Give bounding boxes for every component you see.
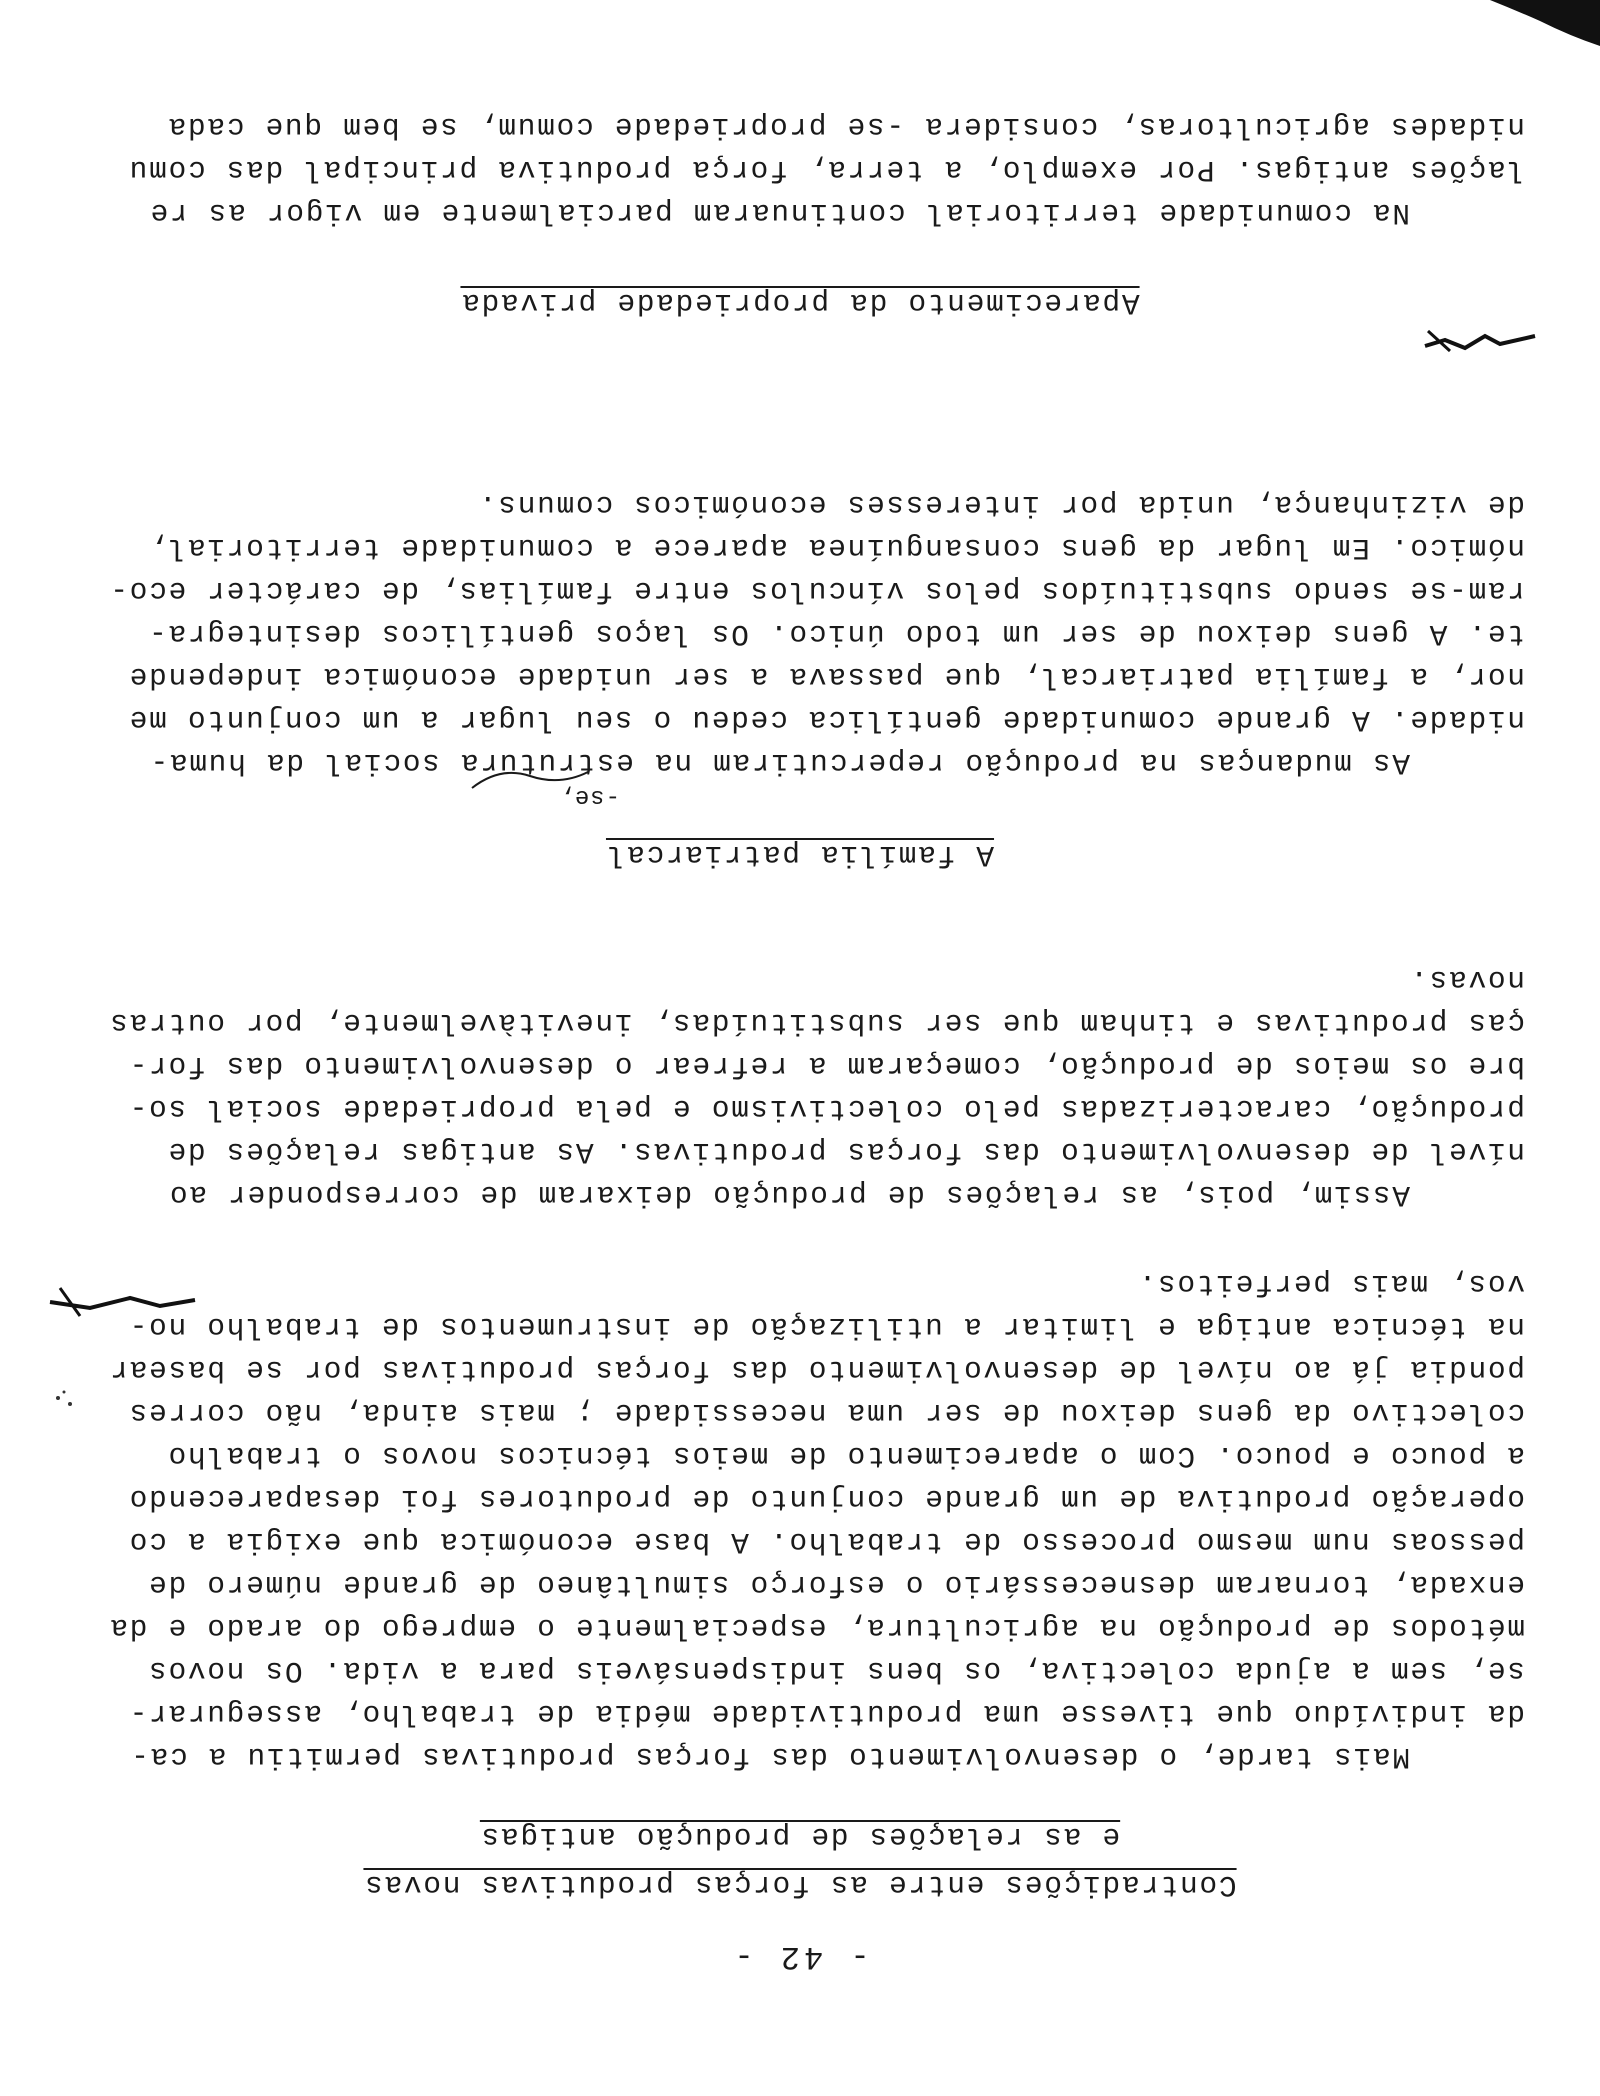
- paragraph-3: [65, 483, 1525, 784]
- text-line: nível de desenvolvimento das forças produtivas. As antigas relações de: [166, 1135, 1525, 1169]
- text-line: produção, caracterizadas pelo colectivismo e pela propriedade social so-: [127, 1092, 1525, 1126]
- text-line: ram-se sendo substituídos pelos vínculos entre famílias, de carácter eco-: [108, 574, 1525, 608]
- text-line: novas.: [1408, 963, 1525, 997]
- text-line: te. A gens deixou de ser um todo único. Os laços gentílicos desintegra-: [147, 617, 1525, 651]
- paragraph-2: [65, 958, 1525, 1216]
- section-heading-contradicoes-line2: e as relações de produção antigas: [479, 1820, 1121, 1854]
- section-heading-familia-patriarcal: A família patriarcal: [605, 838, 995, 872]
- text-line: nómico. Em lugar da gens consanguínea aparece a comunidade territorial,: [147, 531, 1525, 565]
- text-line: da indivíduo que tivesse uma produtividade média de trabalho, assegurar-: [127, 1697, 1525, 1731]
- text-line: pondia já ao nível de desenvolvimento das forças produtivas por se basear: [108, 1353, 1525, 1387]
- text-line: a pouco e pouco. Com o aparecimento de meios técnicos novos o trabalho: [166, 1439, 1525, 1473]
- text-line: Mais tarde, o desenvolvimento das forças produtivas permitiu a ca-: [129, 1740, 1410, 1774]
- ink-mark: [1420, 316, 1540, 366]
- text-line: pessoas num mesmo processo de trabalho. A base económica que exigia a co: [127, 1525, 1525, 1559]
- ink-mark: [40, 1276, 200, 1326]
- text-line: métodos de produção na agricultura, especialmente o emprego do arado e da: [108, 1611, 1525, 1645]
- text-line: As mudanças na produção repercutiram na estrutura social da huma-: [148, 746, 1410, 780]
- scan-corner-shadow: [1490, 0, 1600, 76]
- text-line: bre os meios de produção, começaram a refrear o desenvolvimento das for-: [127, 1049, 1525, 1083]
- insertion-caret-mark: [470, 766, 590, 796]
- text-line: Na comunidade territorial continuaram parcialmente em vigor as re: [148, 196, 1410, 230]
- text-line: nor, a família patriarcal, que passava a ser unidade económica independe: [127, 660, 1525, 694]
- text-line: nidade. A grande comunidade gentílica cedeu o seu lugar a um conjunto me: [127, 703, 1525, 737]
- text-line: se, sem a ajuda colectiva, os bens indispensáveis para a vida. Os novos: [147, 1654, 1525, 1688]
- handwritten-insertion: -se,: [558, 783, 620, 810]
- text-line: colectivo da gens deixou de ser uma necessidade ; mais ainda, não corres: [127, 1396, 1525, 1430]
- text-line: ças produtivas e tinham que ser substituídas, inevitàvelmente, por outras: [108, 1006, 1525, 1040]
- section-heading-aparecimento: Aparecimento da propriedade privada: [460, 286, 1140, 320]
- text-line: enxada, tornaram desnecessário o esforço simultâneo de grande número de: [147, 1568, 1525, 1602]
- paragraph-4: [65, 105, 1525, 234]
- text-line: lações antigas. Por exemplo, a terra, força produtiva principal das comu: [127, 153, 1525, 187]
- text-line: operação produtiva de um grande conjunto de produtores foi desaparecendo: [127, 1482, 1525, 1516]
- text-line: vos, mais perfeitos.: [1136, 1267, 1525, 1301]
- text-line: de vizinhança, unida por interesses económicos comuns.: [477, 488, 1525, 522]
- text-line: Assim, pois, as relações de produção deixaram de corresponder ao: [168, 1178, 1410, 1212]
- text-line: nidades agricultoras, considera -se propriedade comum, se bem que cada: [166, 110, 1525, 144]
- page-number: - 42 -: [730, 1938, 870, 1975]
- section-heading-contradicoes-line1: Contradições entre as forças produtivas novas: [363, 1868, 1237, 1902]
- paragraph-1: [65, 1262, 1525, 1778]
- text-line: na técnica antiga e limitar a utilização de instrumentos de trabalho no-: [127, 1310, 1525, 1344]
- ink-dots: [40, 1386, 80, 1416]
